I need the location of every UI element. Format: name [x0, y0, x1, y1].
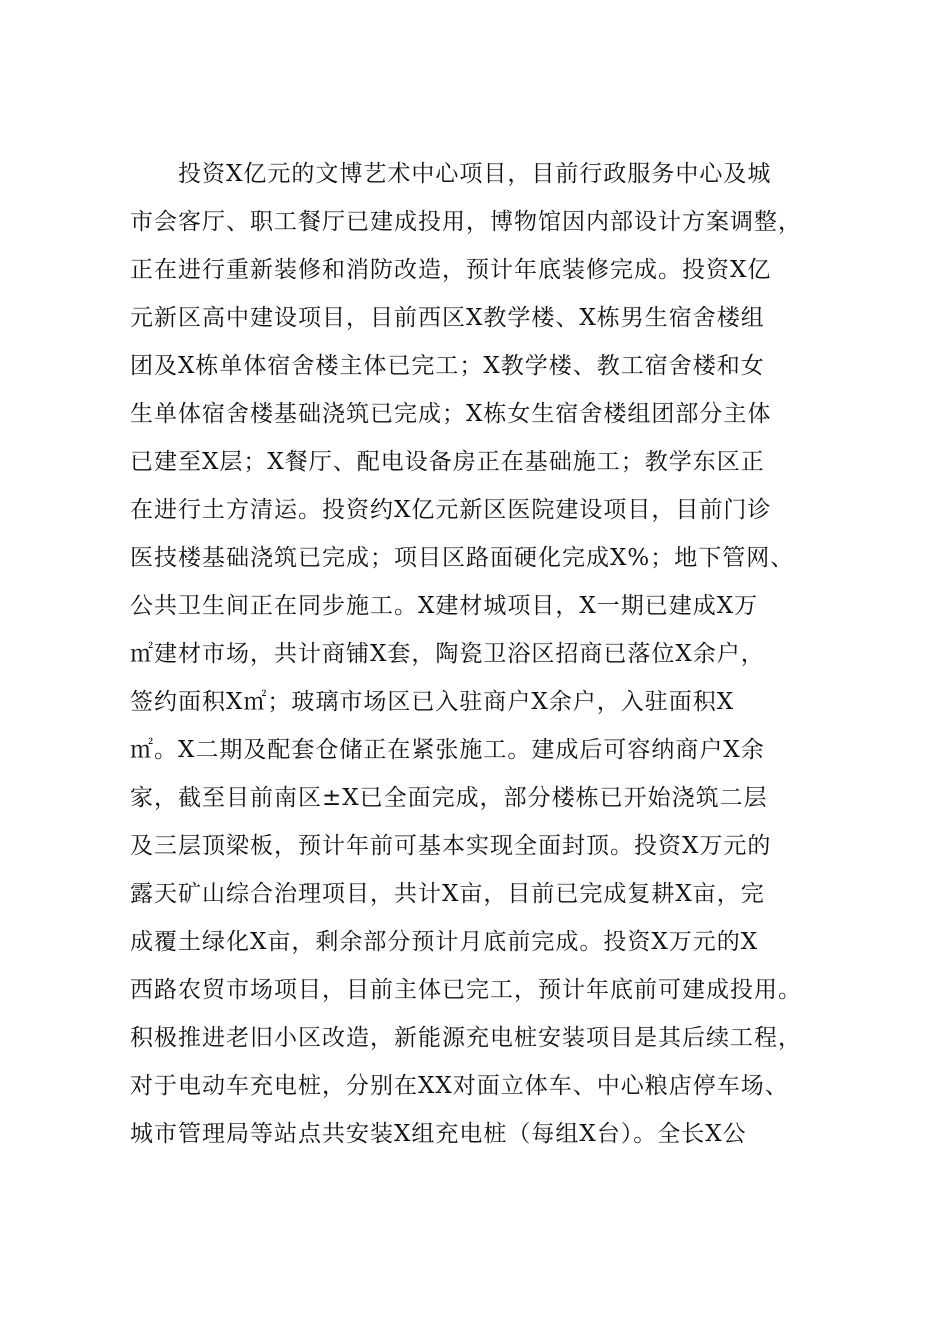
paragraph-line: 团及X栋单体宿舍楼主体已完工；X教学楼、教工宿舍楼和女	[130, 353, 765, 379]
body-paragraph	[130, 150, 830, 1158]
paragraph-line: 已建至X层；X餐厅、配电设备房正在基础施工；教学东区正	[130, 449, 765, 475]
paragraph-line: ㎡建材市场，共计商铺X套，陶瓷卫浴区招商已落位X余户，	[130, 641, 765, 667]
paragraph-line: 投资X亿元的文博艺术中心项目，目前行政服务中心及城	[178, 161, 772, 187]
paragraph-line: 及三层顶梁板，预计年前可基本实现全面封顶。投资X万元的	[130, 833, 772, 859]
paragraph-line: 市会客厅、职工餐厅已建成投用，博物馆因内部设计方案调整，	[130, 209, 802, 235]
paragraph-line: 在进行土方清运。投资约X亿元新区医院建设项目，目前门诊	[130, 497, 772, 523]
paragraph-line: ㎡。X二期及配套仓储正在紧张施工。建成后可容纳商户X余	[130, 737, 765, 763]
paragraph-line: 成覆土绿化X亩，剩余部分预计月底前完成。投资X万元的X	[130, 929, 759, 955]
paragraph-line: 积极推进老旧小区改造，新能源充电桩安装项目是其后续工程，	[130, 1025, 802, 1051]
paragraph-line: 元新区高中建设项目，目前西区X教学楼、X栋男生宿舍楼组	[130, 305, 765, 331]
paragraph-line: 医技楼基础浇筑已完成；项目区路面硬化完成X%；地下管网、	[130, 545, 795, 571]
paragraph-line: 签约面积X㎡；玻璃市场区已入驻商户X余户，入驻面积X	[130, 689, 735, 715]
paragraph-line: 生单体宿舍楼基础浇筑已完成；X栋女生宿舍楼组团部分主体	[130, 401, 772, 427]
paragraph-line: 对于电动车充电桩，分别在XX对面立体车、中心粮店停车场、	[130, 1073, 789, 1099]
paragraph-line: 家，截至目前南区±X已全面完成，部分楼栋已开始浇筑二层	[130, 785, 768, 811]
paragraph-line: 城市管理局等站点共安装X组充电桩（每组X台）。全长X公	[130, 1121, 747, 1147]
paragraph-line: 正在进行重新装修和消防改造，预计年底装修完成。投资X亿	[130, 257, 772, 283]
paragraph-line: 西路农贸市场项目，目前主体已完工，预计年底前可建成投用。	[130, 977, 802, 1003]
paragraph-line: 露天矿山综合治理项目，共计X亩，目前已完成复耕X亩，完	[130, 881, 765, 907]
paragraph-line: 公共卫生间正在同步施工。X建材城项目，X一期已建成X万	[130, 593, 759, 619]
